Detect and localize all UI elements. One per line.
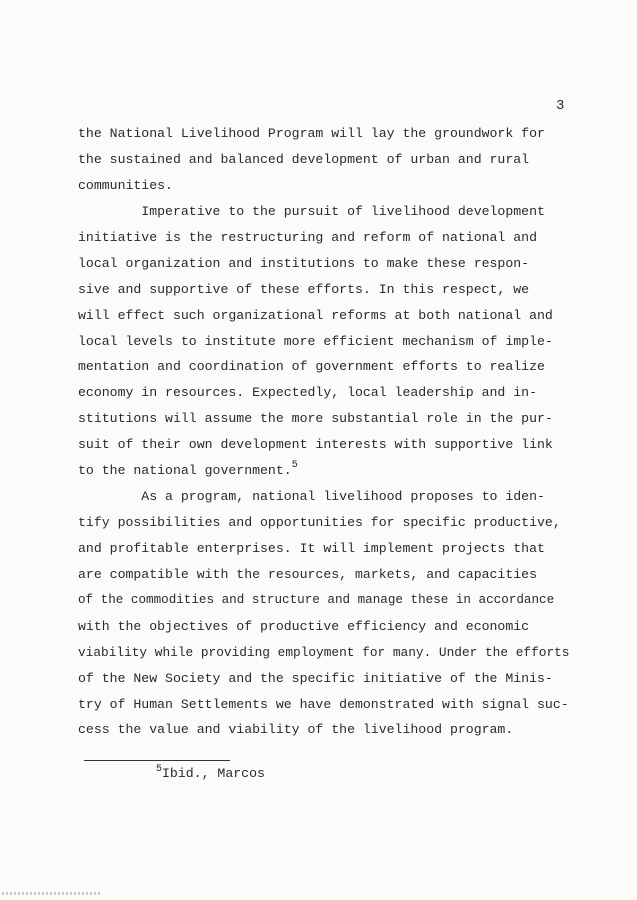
text-line: are compatible with the resources, markets, and capacities: [78, 567, 537, 582]
text-line: As a program, national livelihood proposes to iden-: [78, 489, 545, 504]
text-line: the National Livelihood Program will lay the groundwork for: [78, 126, 545, 141]
text-line-with-footnote: [78, 460, 298, 478]
text-line: stitutions will assume the more substantial role in the pur-: [78, 411, 553, 426]
footnote-divider: [84, 760, 230, 761]
text-line: local levels to institute more efficient mechanism of imple-: [78, 334, 553, 349]
text-line: mentation and coordination of government efforts to realize: [78, 359, 545, 374]
text-line: economy in resources. Expectedly, local leadership and in-: [78, 385, 537, 400]
text-line: local organization and institutions to make these respon-: [78, 256, 530, 271]
footnote: [156, 766, 265, 781]
scan-edge-mark: [2, 892, 102, 895]
text-line: suit of their own development interests with supportive link: [78, 437, 553, 452]
text-line: with the objectives of productive efficiency and economic: [78, 619, 530, 634]
text-line: cess the value and viability of the livelihood program.: [78, 722, 514, 737]
page-number: 3: [556, 98, 565, 114]
text-line: of the New Society and the specific initiative of the Minis-: [78, 671, 553, 686]
footnote-text: Ibid., Marcos: [162, 766, 265, 781]
text-line: tify possibilities and opportunities for specific productive,: [78, 515, 561, 530]
text-line: Imperative to the pursuit of livelihood development: [78, 204, 545, 219]
text-line: try of Human Settlements we have demonstrated with signal suc-: [78, 697, 569, 712]
text-line: to the national government.: [78, 463, 292, 478]
footnote-number: 5: [156, 764, 163, 775]
footnote-reference: 5: [291, 460, 298, 471]
text-line: and profitable enterprises. It will implement projects that: [78, 541, 545, 556]
text-line: viability while providing employment for many. Under the efforts: [78, 645, 570, 660]
text-line: of the commodities and structure and manage these in accordance: [78, 593, 555, 607]
text-line: initiative is the restructuring and reform of national and: [78, 230, 537, 245]
text-line: sive and supportive of these efforts. In this respect, we: [78, 282, 530, 297]
text-line: the sustained and balanced development of urban and rural: [78, 152, 530, 167]
text-line: will effect such organizational reforms at both national and: [78, 308, 553, 323]
text-line: communities.: [78, 178, 173, 193]
